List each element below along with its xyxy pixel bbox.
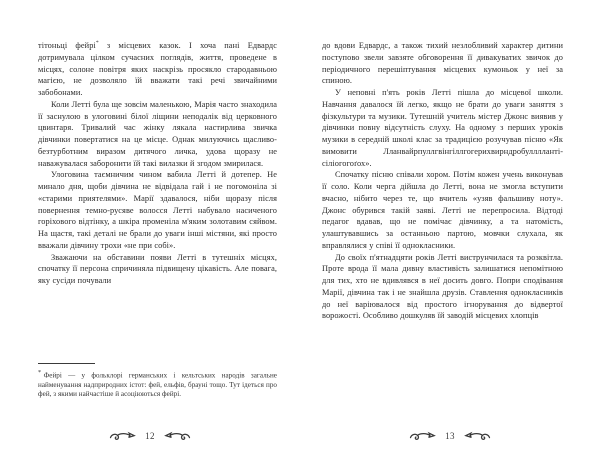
flourish-left-icon [408, 430, 438, 443]
paragraph: до вдови Едвардс, а також тихий незлобливий характер дитини поступово звели завзяте обговорення її дивакуватих звичок до періодичного перешіптування місцевих кумоньок у неї за спиною. [322, 41, 563, 86]
page-number: 13 [445, 431, 455, 441]
paragraph: Зважаючи на обставини появи Летті в тутешніх місцях, спочатку її персона спричиняла підвищену цікавість. Але повага, яку сусіди почували [38, 252, 277, 285]
paragraph: У неповні п'ять років Летті пішла до місцевої школи. Навчання давалося їй легко, якщо не брати до уваги заняття з фізкультури та музики. Тутешній учитель містер Джонс виявив у дівчинки повну відсутність слуху. На одному з перших уроків музики в середній школі клас за традицією розучував пісню «Як вимовити Лланвайрпуллгвінгіллгогерихвирндробуллллантісіліогогоґох». [322, 88, 563, 168]
page-number: 12 [145, 431, 155, 441]
paragraph: Коли Летті була ще зовсім маленькою, Марія часто знаходила її заснулою в улоговині білої ліщини неподалік від церковного цвинтаря. Тривалий час жінку лякала настирлива звичка дівчинки повертатися на це місце. Однак милуючись щасливо-безтурботним виразом дитячого личка, удова щоразу не наважувалася заборонити їй такі вилазки й згодом змирилася. [38, 99, 277, 168]
footnote-text [38, 368, 277, 400]
flourish-right-icon [162, 430, 192, 443]
paragraph: тітоньці фейрі* з місцевих казок. І хоча пані Едвардс дотримувала цілком сучасних поглядів, життя, проведене в місцях, солоне повітря яких наскрізь просякло стародавньою магією, не дозволяло їй вважати такі речі звичайними забобонами. [38, 40, 278, 97]
flourish-left-icon [108, 430, 138, 443]
paragraph: Улоговина таємничим чином вабила Летті й дотепер. Не минало дня, щоби дівчина не відвідала гай і не погомоніла зі «старими приятелями». Марії здавалося, ніби щоразу після повернення темно-русяве волосся Летті набувало насиченого горіхового відтінку, а шкіра променіла м'яким золотавим сяйвом. На щастя, такі деталі не брали до уваги інші містяни, які просто вважали дівчину трохи «не при собі». [38, 170, 277, 250]
folio-right [300, 428, 600, 444]
folio-left [0, 428, 300, 444]
left-page-textblock [38, 40, 277, 287]
footnote-body: Фейрі — у фольклорі германських і кельтських народів загальне найменування надприродних істот: фей, ельфів, брауні тощо. Тут ідеться про фей, з якими найчастіше й асоціюються фейрі. [38, 371, 277, 399]
footnote-marker: * [38, 368, 42, 376]
right-page [300, 0, 600, 462]
footnote-reference: * [95, 40, 99, 47]
right-page-textblock [322, 40, 563, 322]
paragraph: Спочатку пісню співали хором. Потім кожен учень виконував її соло. Коли черга дійшла до Летті, вона не змогла вступити вчасно, нібито через те, що вчитель «узяв фальшиву ноту». Джонс обурився такій заяві. Летті не перепросила. Відтоді педагог вдавав, що не помічає дівчинку, а та натомість, улаштувавшись за останньою партою, мовчки слухала, як вправлялися у співі її однокласники. [322, 170, 563, 250]
paragraph: До своїх п'ятнадцяти років Летті виструнчилася та розквітла. Проте врода її мала дивну властивість залишатися непомітною для тих, хто не вдивлявся в неї досить довго. Попри сподівання Марії, дівчина так і не знайшла друзів. Ставлення однокласників до неї варіювалося від простого ігнорування до відвертої ворожості. Особливо дошкуляв їй заводій місцевих хлопців [322, 252, 563, 321]
footnote-block [38, 363, 277, 400]
flourish-right-icon [462, 430, 492, 443]
footnote-divider [38, 363, 95, 364]
